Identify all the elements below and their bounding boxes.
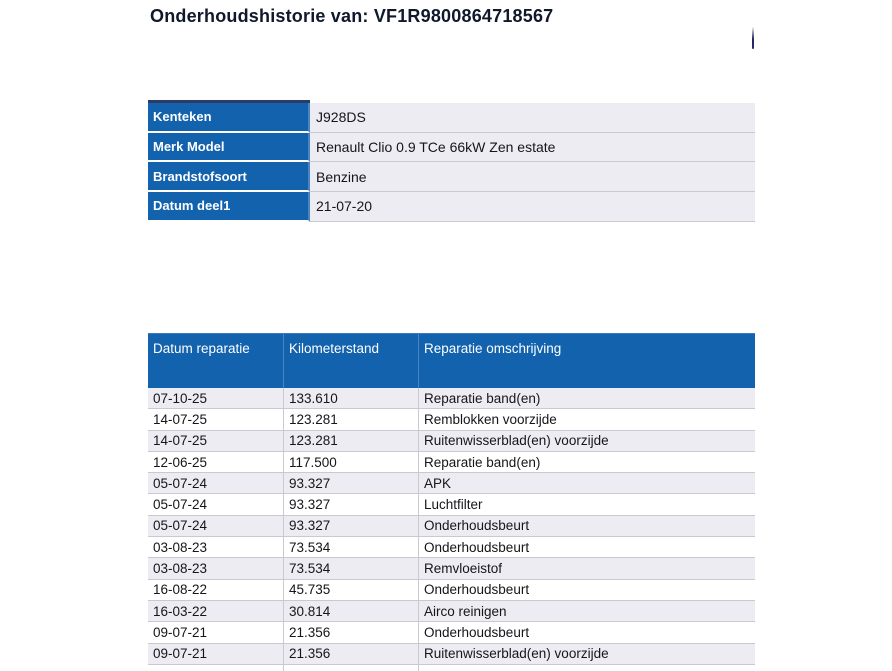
cell-kilometerstand: 93.327 bbox=[283, 494, 418, 514]
cell-datum-reparatie: 09-07-21 bbox=[153, 646, 208, 662]
vehicle-info-rows bbox=[148, 103, 755, 222]
cell-kilometerstand: 21.356 bbox=[283, 622, 418, 642]
empty-cell bbox=[418, 665, 755, 671]
table-row bbox=[148, 558, 755, 579]
maintenance-table-body bbox=[148, 388, 755, 671]
info-row-value: Renault Clio 0.9 TCe 66kW Zen estate bbox=[310, 133, 755, 163]
cell-kilometerstand: 21.356 bbox=[283, 644, 418, 664]
cell-kilometerstand: 45.735 bbox=[283, 580, 418, 600]
table-row bbox=[148, 516, 755, 537]
cell-kilometerstand: 30.814 bbox=[283, 601, 418, 621]
info-row-value: J928DS bbox=[310, 103, 755, 133]
cell-kilometerstand: 117.500 bbox=[283, 452, 418, 472]
cell-datum-reparatie: 09-07-21 bbox=[153, 624, 208, 640]
cell-kilometerstand: 133.610 bbox=[283, 388, 418, 408]
info-row-label: Brandstofsoort bbox=[148, 162, 310, 192]
info-row bbox=[148, 133, 755, 163]
table-row bbox=[148, 431, 755, 452]
table-row bbox=[148, 537, 755, 558]
column-header-kilometerstand: Kilometerstand bbox=[283, 334, 418, 388]
info-row-value: 21-07-20 bbox=[310, 192, 755, 222]
info-row bbox=[148, 192, 755, 222]
cell-reparatie-omschrijving: Onderhoudsbeurt bbox=[418, 516, 755, 536]
table-row bbox=[148, 473, 755, 494]
cell-datum-reparatie: 05-07-24 bbox=[153, 518, 208, 534]
cell-reparatie-omschrijving: Onderhoudsbeurt bbox=[418, 622, 755, 642]
text-caret-mark bbox=[752, 27, 754, 49]
cell-datum-reparatie: 12-06-25 bbox=[153, 454, 208, 470]
cell-reparatie-omschrijving: Ruitenwisserblad(en) voorzijde bbox=[418, 644, 755, 664]
info-row-value: Benzine bbox=[310, 162, 755, 192]
cell-datum-reparatie: 07-10-25 bbox=[153, 390, 208, 406]
empty-cell bbox=[148, 665, 283, 671]
empty-cell bbox=[283, 665, 418, 671]
info-row bbox=[148, 103, 755, 133]
table-row bbox=[148, 494, 755, 515]
cell-kilometerstand: 93.327 bbox=[283, 516, 418, 536]
table-row bbox=[148, 388, 755, 409]
table-row-partial bbox=[148, 665, 755, 671]
cell-datum-reparatie: 03-08-23 bbox=[153, 561, 208, 577]
cell-reparatie-omschrijving: APK bbox=[418, 473, 755, 493]
cell-datum-reparatie: 16-08-22 bbox=[153, 582, 208, 598]
maintenance-table-header bbox=[148, 333, 755, 388]
cell-datum-reparatie: 16-03-22 bbox=[153, 603, 208, 619]
vehicle-info-table bbox=[148, 100, 755, 222]
cell-kilometerstand: 123.281 bbox=[283, 431, 418, 451]
cell-datum-reparatie: 05-07-24 bbox=[153, 475, 208, 491]
cell-reparatie-omschrijving: Reparatie band(en) bbox=[418, 452, 755, 472]
info-row-label: Kenteken bbox=[148, 103, 310, 133]
table-row bbox=[148, 452, 755, 473]
cell-reparatie-omschrijving: Onderhoudsbeurt bbox=[418, 580, 755, 600]
table-row bbox=[148, 409, 755, 430]
cell-reparatie-omschrijving: Airco reinigen bbox=[418, 601, 755, 621]
cell-datum-reparatie: 05-07-24 bbox=[153, 497, 208, 513]
cell-kilometerstand: 73.534 bbox=[283, 558, 418, 578]
info-row-label: Merk Model bbox=[148, 133, 310, 163]
cell-kilometerstand: 73.534 bbox=[283, 537, 418, 557]
table-row bbox=[148, 580, 755, 601]
cell-reparatie-omschrijving: Remvloeistof bbox=[418, 558, 755, 578]
table-row bbox=[148, 644, 755, 665]
cell-reparatie-omschrijving: Remblokken voorzijde bbox=[418, 409, 755, 429]
cell-reparatie-omschrijving: Onderhoudsbeurt bbox=[418, 537, 755, 557]
cell-datum-reparatie: 03-08-23 bbox=[153, 539, 208, 555]
maintenance-history-table bbox=[148, 333, 755, 671]
cell-datum-reparatie: 14-07-25 bbox=[153, 433, 208, 449]
column-header-reparatie-omschrijving: Reparatie omschrijving bbox=[418, 334, 755, 388]
info-row-label: Datum deel1 bbox=[148, 192, 310, 222]
table-row bbox=[148, 622, 755, 643]
cell-reparatie-omschrijving: Luchtfilter bbox=[418, 494, 755, 514]
cell-reparatie-omschrijving: Ruitenwisserblad(en) voorzijde bbox=[418, 431, 755, 451]
page-title: Onderhoudshistorie van: VF1R9800864718567 bbox=[150, 6, 554, 26]
table-row bbox=[148, 601, 755, 622]
cell-datum-reparatie: 14-07-25 bbox=[153, 411, 208, 427]
cell-kilometerstand: 93.327 bbox=[283, 473, 418, 493]
info-row bbox=[148, 162, 755, 192]
column-header-datum-reparatie: Datum reparatie bbox=[153, 341, 250, 356]
cell-kilometerstand: 123.281 bbox=[283, 409, 418, 429]
cell-reparatie-omschrijving: Reparatie band(en) bbox=[418, 388, 755, 408]
